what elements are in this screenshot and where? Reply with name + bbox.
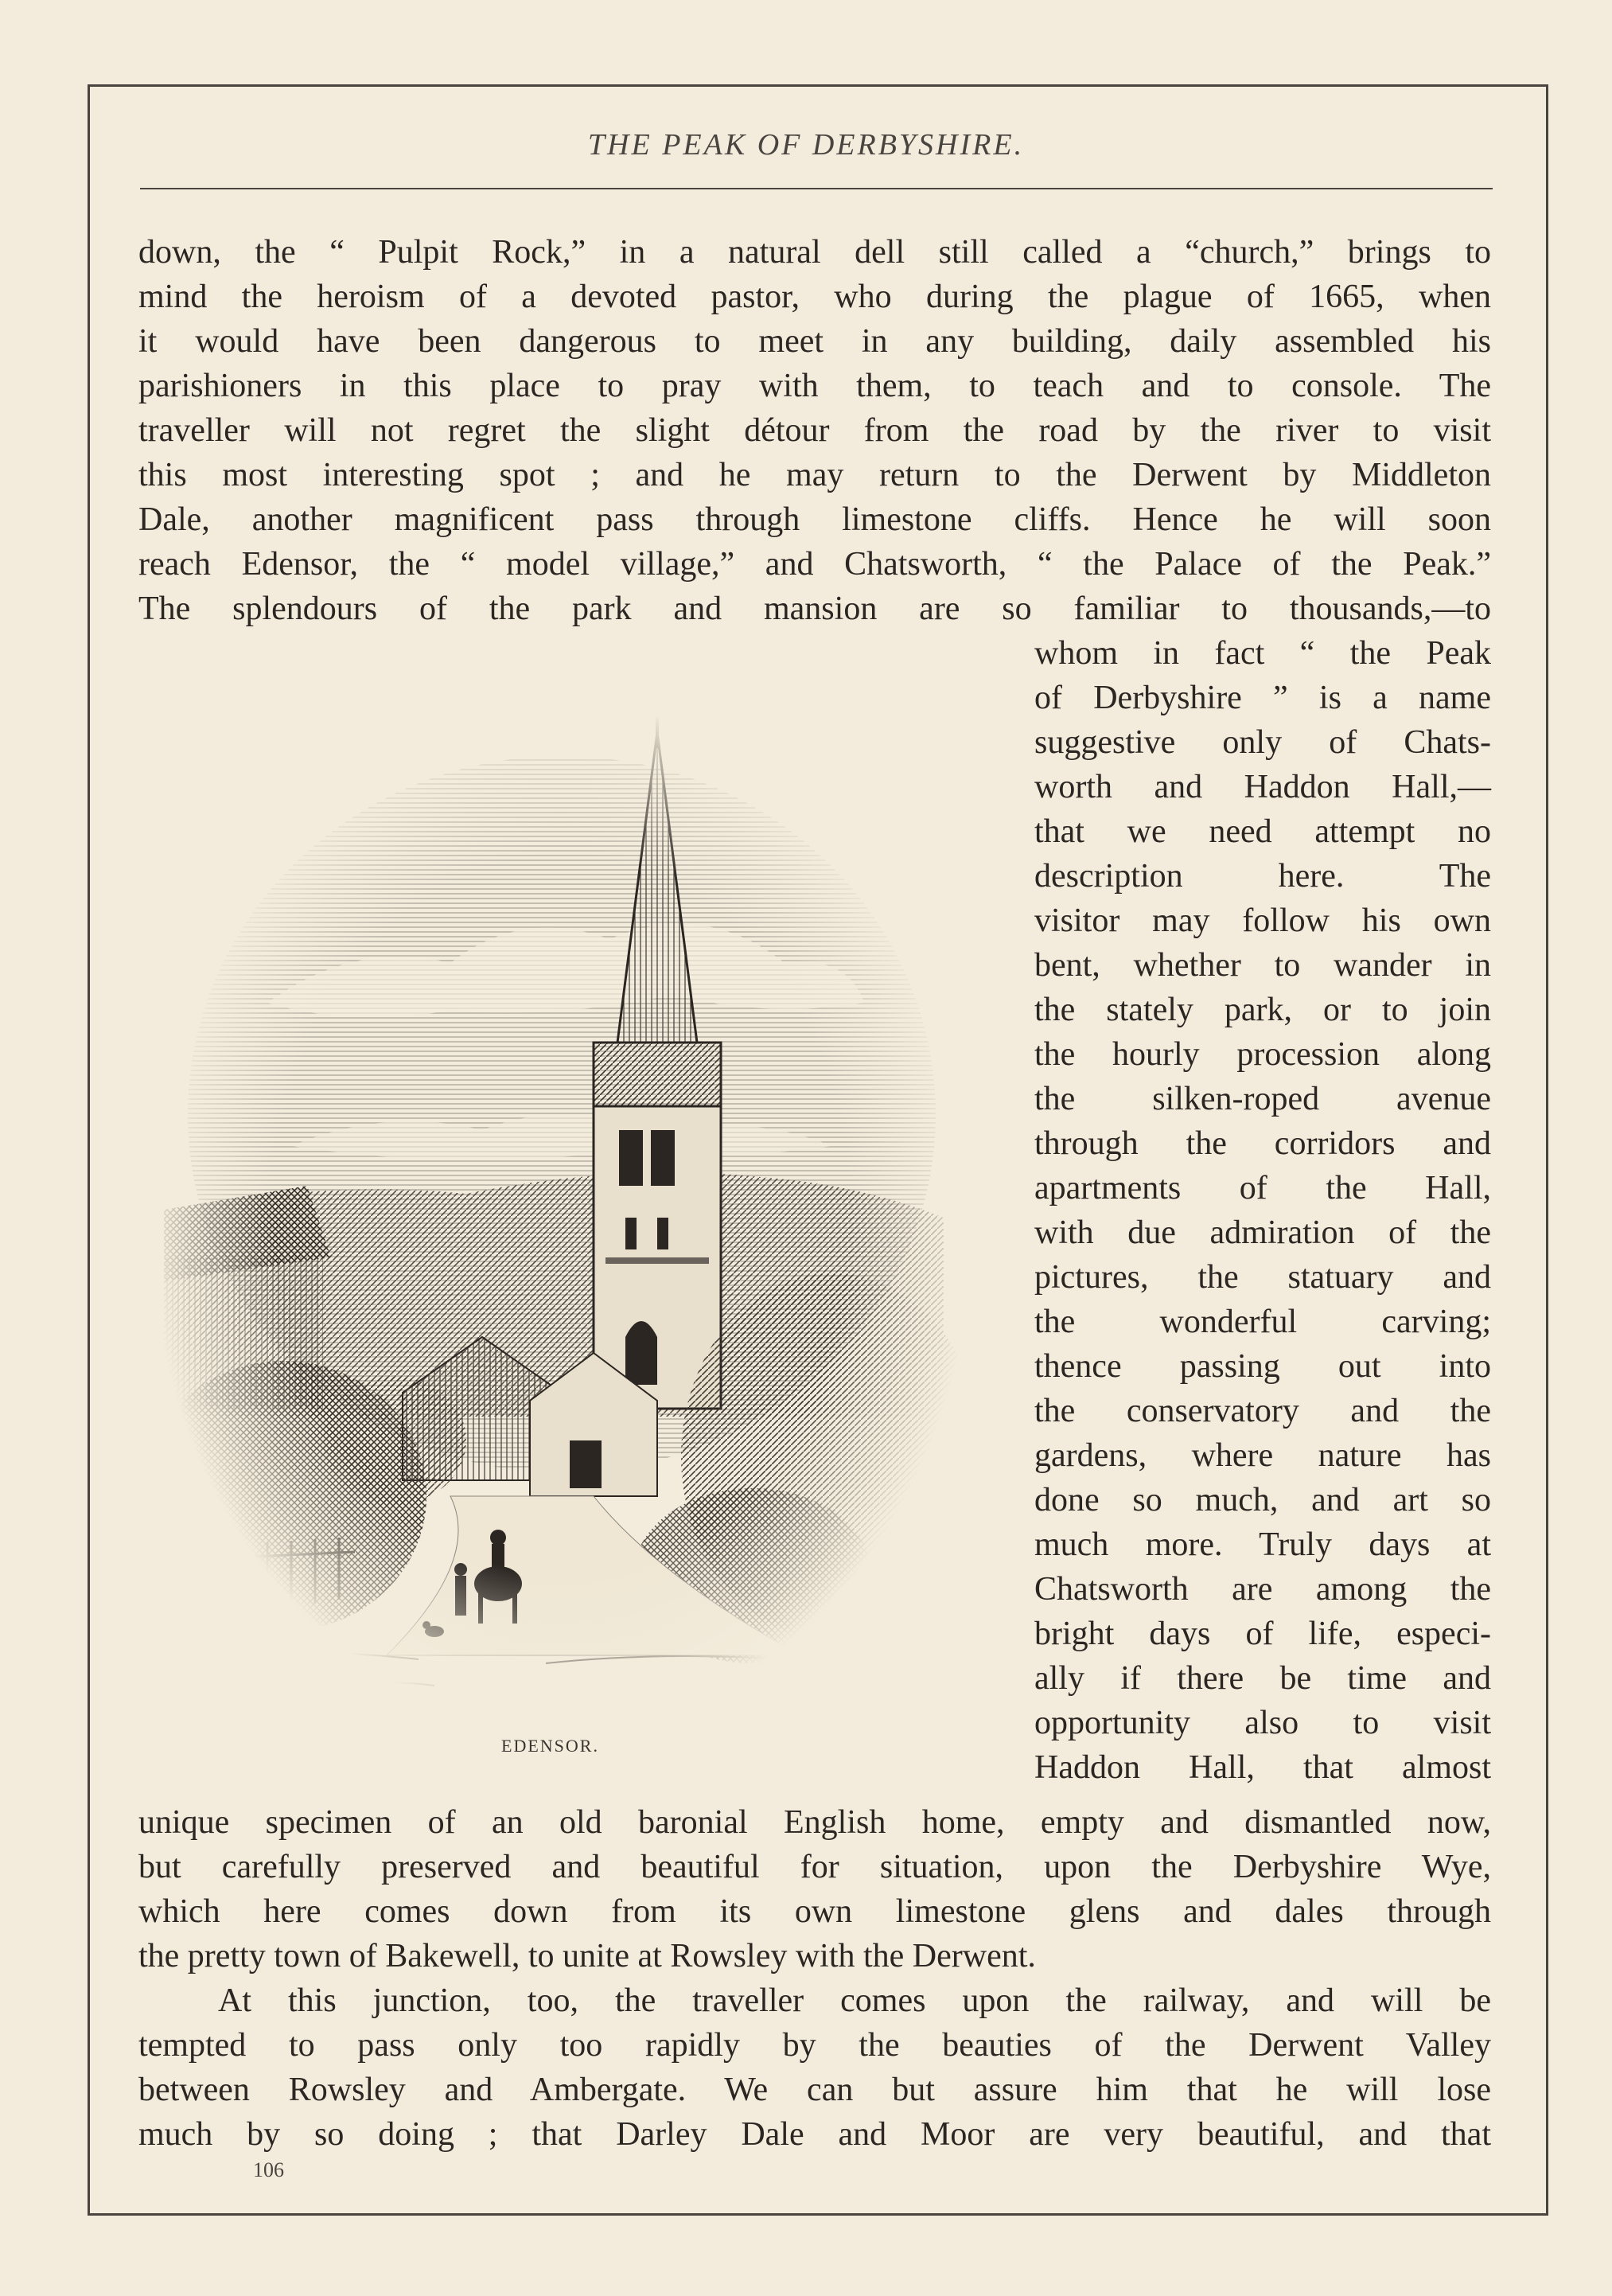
text-line: of Derbyshire ” is a name [1034,680,1491,716]
text-line: reach Edensor, the “ model village,” and Chatsworth, “ the Palace of the Peak.” [138,546,1491,583]
text-line: Haddon Hall, that almost [1034,1749,1491,1786]
text-line: gardens, where nature has [1034,1437,1491,1474]
text-line: visitor may follow his own [1034,902,1491,939]
text-line: this most interesting spot ; and he may return to the Derwent by Middleton [138,457,1491,493]
text-line: with due admiration of the [1034,1214,1491,1251]
text-line: which here comes down from its own limestone glens and dales through [138,1893,1491,1930]
text-line: it would have been dangerous to meet in any building, daily assembled his [138,323,1491,360]
text-line: thence passing out into [1034,1348,1491,1385]
header-rule [140,188,1493,189]
text-line: but carefully preserved and beautiful for situation, upon the Derbyshire Wye, [138,1849,1491,1885]
text-line: the hourly procession along [1034,1036,1491,1073]
text-line: through the corridors and [1034,1125,1491,1162]
text-line: apartments of the Hall, [1034,1170,1491,1206]
text-line: done so much, and art so [1034,1482,1491,1518]
text-line: tempted to pass only too rapidly by the beauties of the Derwent Valley [138,2027,1491,2064]
text-line: whom in fact “ the Peak [1034,635,1491,672]
text-line: Dale, another magnificent pass through limestone cliffs. Hence he will soon [138,501,1491,538]
page-frame-top [88,84,1548,87]
text-line: Chatsworth are among the [1034,1571,1491,1608]
text-line: pictures, the statuary and [1034,1259,1491,1296]
text-line: bright days of life, especi- [1034,1616,1491,1652]
text-line: worth and Haddon Hall,— [1034,769,1491,805]
text-line: the conservatory and the [1034,1393,1491,1429]
edensor-engraving [148,700,975,1731]
text-line: that we need attempt no [1034,813,1491,850]
text-line: unique specimen of an old baronial English home, empty and dismantled now, [138,1804,1491,1841]
page-frame-right [1546,84,1548,2216]
text-line: mind the heroism of a devoted pastor, who during the plague of 1665, when [138,279,1491,315]
text-line: the pretty town of Bakewell, to unite at Rowsley with the Derwent. [138,1938,1036,1974]
page-frame-bottom [88,2213,1548,2216]
text-line: description here. The [1034,858,1491,895]
text-line: much by so doing ; that Darley Dale and Moor are very beautiful, and that [138,2116,1491,2153]
text-line: parishioners in this place to pray with them, to teach and to console. The [138,368,1491,404]
text-line: the stately park, or to join [1034,992,1491,1028]
text-line: much more. Truly days at [1034,1526,1491,1563]
text-line: the silken-roped avenue [1034,1081,1491,1117]
running-header: THE PEAK OF DERBYSHIRE. [587,128,1025,162]
text-line: opportunity also to visit [1034,1705,1491,1741]
text-line: the wonderful carving; [1034,1304,1491,1340]
page-number: 106 [253,2158,284,2181]
text-line: traveller will not regret the slight détour from the road by the river to visit [138,412,1491,449]
text-line: bent, whether to wander in [1034,947,1491,984]
paragraph-first-line: At this junction, too, the traveller comes upon the railway, and will be [218,1982,1491,2019]
text-line: The splendours of the park and mansion are so familiar to thousands,—to [138,591,1491,627]
text-line: suggestive only of Chats- [1034,724,1491,761]
page-frame-left [88,84,90,2216]
text-line: ally if there be time and [1034,1660,1491,1697]
illustration-caption: EDENSOR. [501,1736,599,1756]
text-line: down, the “ Pulpit Rock,” in a natural dell still called a “church,” brings to [138,234,1491,271]
text-line: between Rowsley and Ambergate. We can but assure him that he will lose [138,2072,1491,2108]
